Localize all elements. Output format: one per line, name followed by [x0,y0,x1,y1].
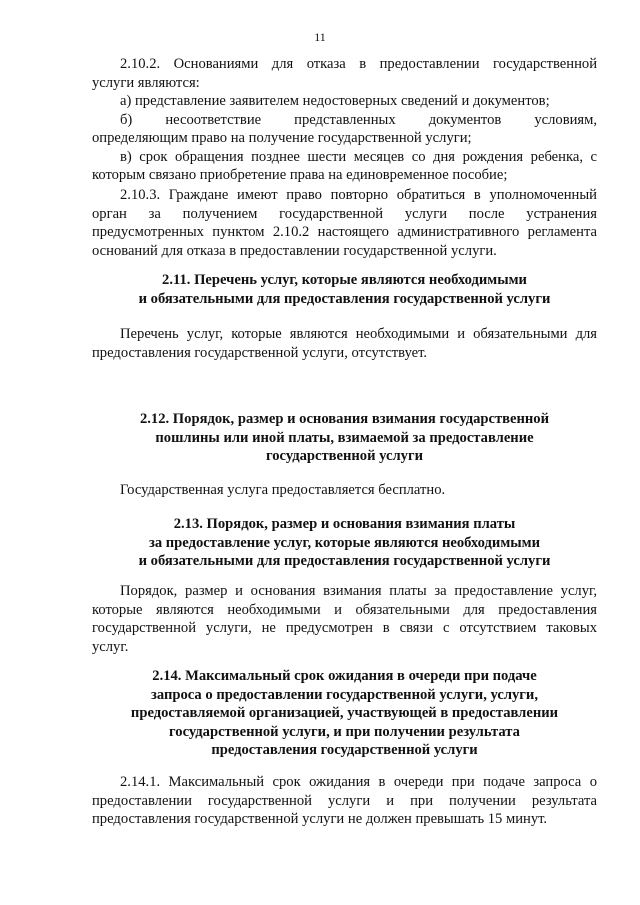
paragraph-2-10-2 [92,55,597,185]
text-line: Порядок, размер и основания взимания платы за предоставление услуг, [120,583,597,599]
text-line: которым связано приобретение права на единовременное пособие; [92,167,508,183]
heading-line: 2.12. Порядок, размер и основания взимания государственной [139,411,550,427]
heading-line: 2.14. Максимальный срок ожидания в очереди при подаче [152,668,537,684]
text-line: 2.10.3. Граждане имеют право повторно обратиться в уполномоченный [120,187,597,203]
paragraph-2-10-3 [92,186,597,260]
heading-2-12 [92,410,597,466]
heading-line: предоставления государственной услуги [211,742,478,758]
page-number: 11 [314,30,326,44]
text-line: предоставления государственной услуги не должен превышать 15 минут. [92,811,548,827]
text-line: предоставления государственной услуги, отсутствует. [92,344,428,361]
text-line: предусмотренных пунктом 2.10.2 настоящего административного регламента [92,224,597,240]
paragraph-2-12 [92,481,597,500]
text-line: услуг. [92,638,129,655]
text-line: а) представление заявителем недостоверных сведений и документов; [120,93,550,109]
heading-2-14 [92,667,597,760]
text-line: которые являются необходимыми и обязательными для предоставления [92,601,597,618]
text-line: оснований для отказа в предоставлении государственной услуги. [92,242,497,259]
heading-line: государственной услуги [265,448,424,464]
heading-line: за предоставление услуг, которые являются необходимыми [148,534,541,551]
paragraph-2-13 [92,582,597,656]
heading-line: 2.13. Порядок, размер и основания взимания платы [173,516,516,532]
heading-line: предоставляемой организацией, участвующей в предоставлении [130,705,559,721]
heading-2-11 [92,271,597,308]
text-line: орган за получением государственной услуги после устранения [92,205,597,222]
paragraph-2-14-1 [92,773,597,829]
heading-line: государственной услуги, и при получении результата [169,723,520,740]
text-line: б) несоответствие представленных документов условиям, [120,111,597,128]
heading-2-13 [92,515,597,571]
text-line: Перечень услуг, которые являются необходимыми и обязательными для [120,326,597,342]
heading-line: 2.11. Перечень услуг, которые являются необходимыми [162,272,527,288]
text-line: Государственная услуга предоставляется бесплатно. [120,482,446,498]
text-line: услуги являются: [92,74,200,91]
heading-line: и обязательными для предоставления государственной услуги [138,290,551,307]
text-line: в) срок обращения позднее шести месяцев со дня рождения ребенка, с [120,148,597,165]
text-line: 2.10.2. Основаниями для отказа в предоставлении государственной [120,56,597,72]
text-line: определяющим право на получение государственной услуги; [92,130,472,146]
heading-line: и обязательными для предоставления государственной услуги [138,553,551,569]
paragraph-2-11 [92,325,597,362]
text-line: предоставлении государственной услуги и при получении результата [92,792,597,809]
heading-line: запроса о предоставлении государственной услуги, услуги, [150,686,538,703]
text-line: государственной услуги, не предусмотрен в связи с отсутствием таковых [92,620,597,636]
text-line: 2.14.1. Максимальный срок ожидания в очереди при подаче запроса о [120,774,597,790]
heading-line: пошлины или иной платы, взимаемой за предоставление [155,429,534,446]
